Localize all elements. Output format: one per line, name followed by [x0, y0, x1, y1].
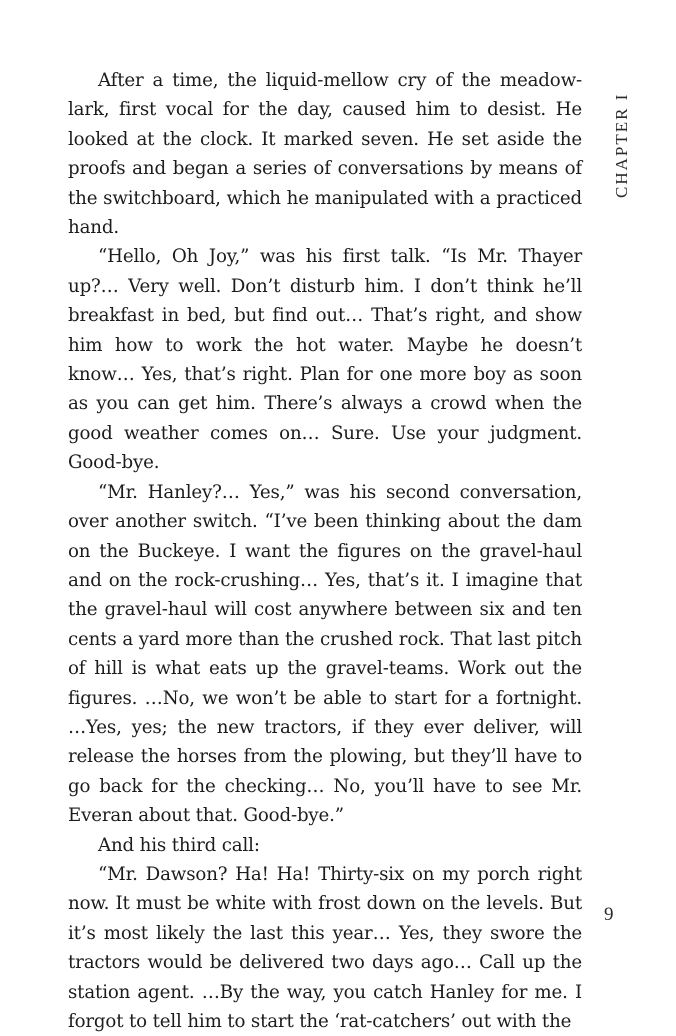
paragraph: After a time, the liquid-mellow cry of the meadow-lark, first vocal for the day, caused him to desist. He looked at the clock. It marked seven. He set aside the proofs and began a series of conversations by means of the switchboard, which he manipulated with a practiced hand.	[68, 70, 582, 239]
body-text	[68, 66, 582, 1036]
paragraph: “Hello, Oh Joy,” was his first talk. “Is Mr. Thayer up?… Very well. Don’t disturb him. I don’t think he’ll breakfast in bed, but find out… That’s right, and show him how to work the hot water. Maybe he doesn’t know… Yes, that’s right. Plan for one more boy as soon as you can get him. There’s always a crowd when the good weather comes on… Sure. Use your judgment. Good-bye.	[68, 246, 582, 474]
paragraph: And his third call:	[98, 834, 260, 856]
paragraph: “Mr. Hanley?… Yes,” was his second conversation, over another switch. “I’ve been thinking about the dam on the Buckeye. I want the figures on the gravel-haul and on the rock-crushing… Yes, that’s it. I imagine that the gravel-haul will cost anywhere between six and ten cents a yard more than the crushed rock. That last pitch of hill is what eats up the gravel-teams. Work out the figures. …No, we won’t be able to start for a fortnight. …Yes, yes; the new tractors, if they ever deliver, will release the horses from the plowing, but they’ll have to go back for the checking… No, you’ll have to see Mr. Everan about that. Good-bye.”	[68, 481, 582, 827]
page-number: 9	[604, 904, 614, 925]
running-head-text: CHAPTER I	[612, 92, 631, 198]
paragraph: “Mr. Dawson? Ha! Ha! Thirty-six on my porch right now. It must be white with frost down on the levels. But it’s most likely the last this year… Yes, they swore the tractors would be delivered two days ago… Call up the station agent. …By the way, you catch Hanley for me. I forgot to tell him to start the ‘rat-catchers’ out with the	[68, 863, 582, 1032]
